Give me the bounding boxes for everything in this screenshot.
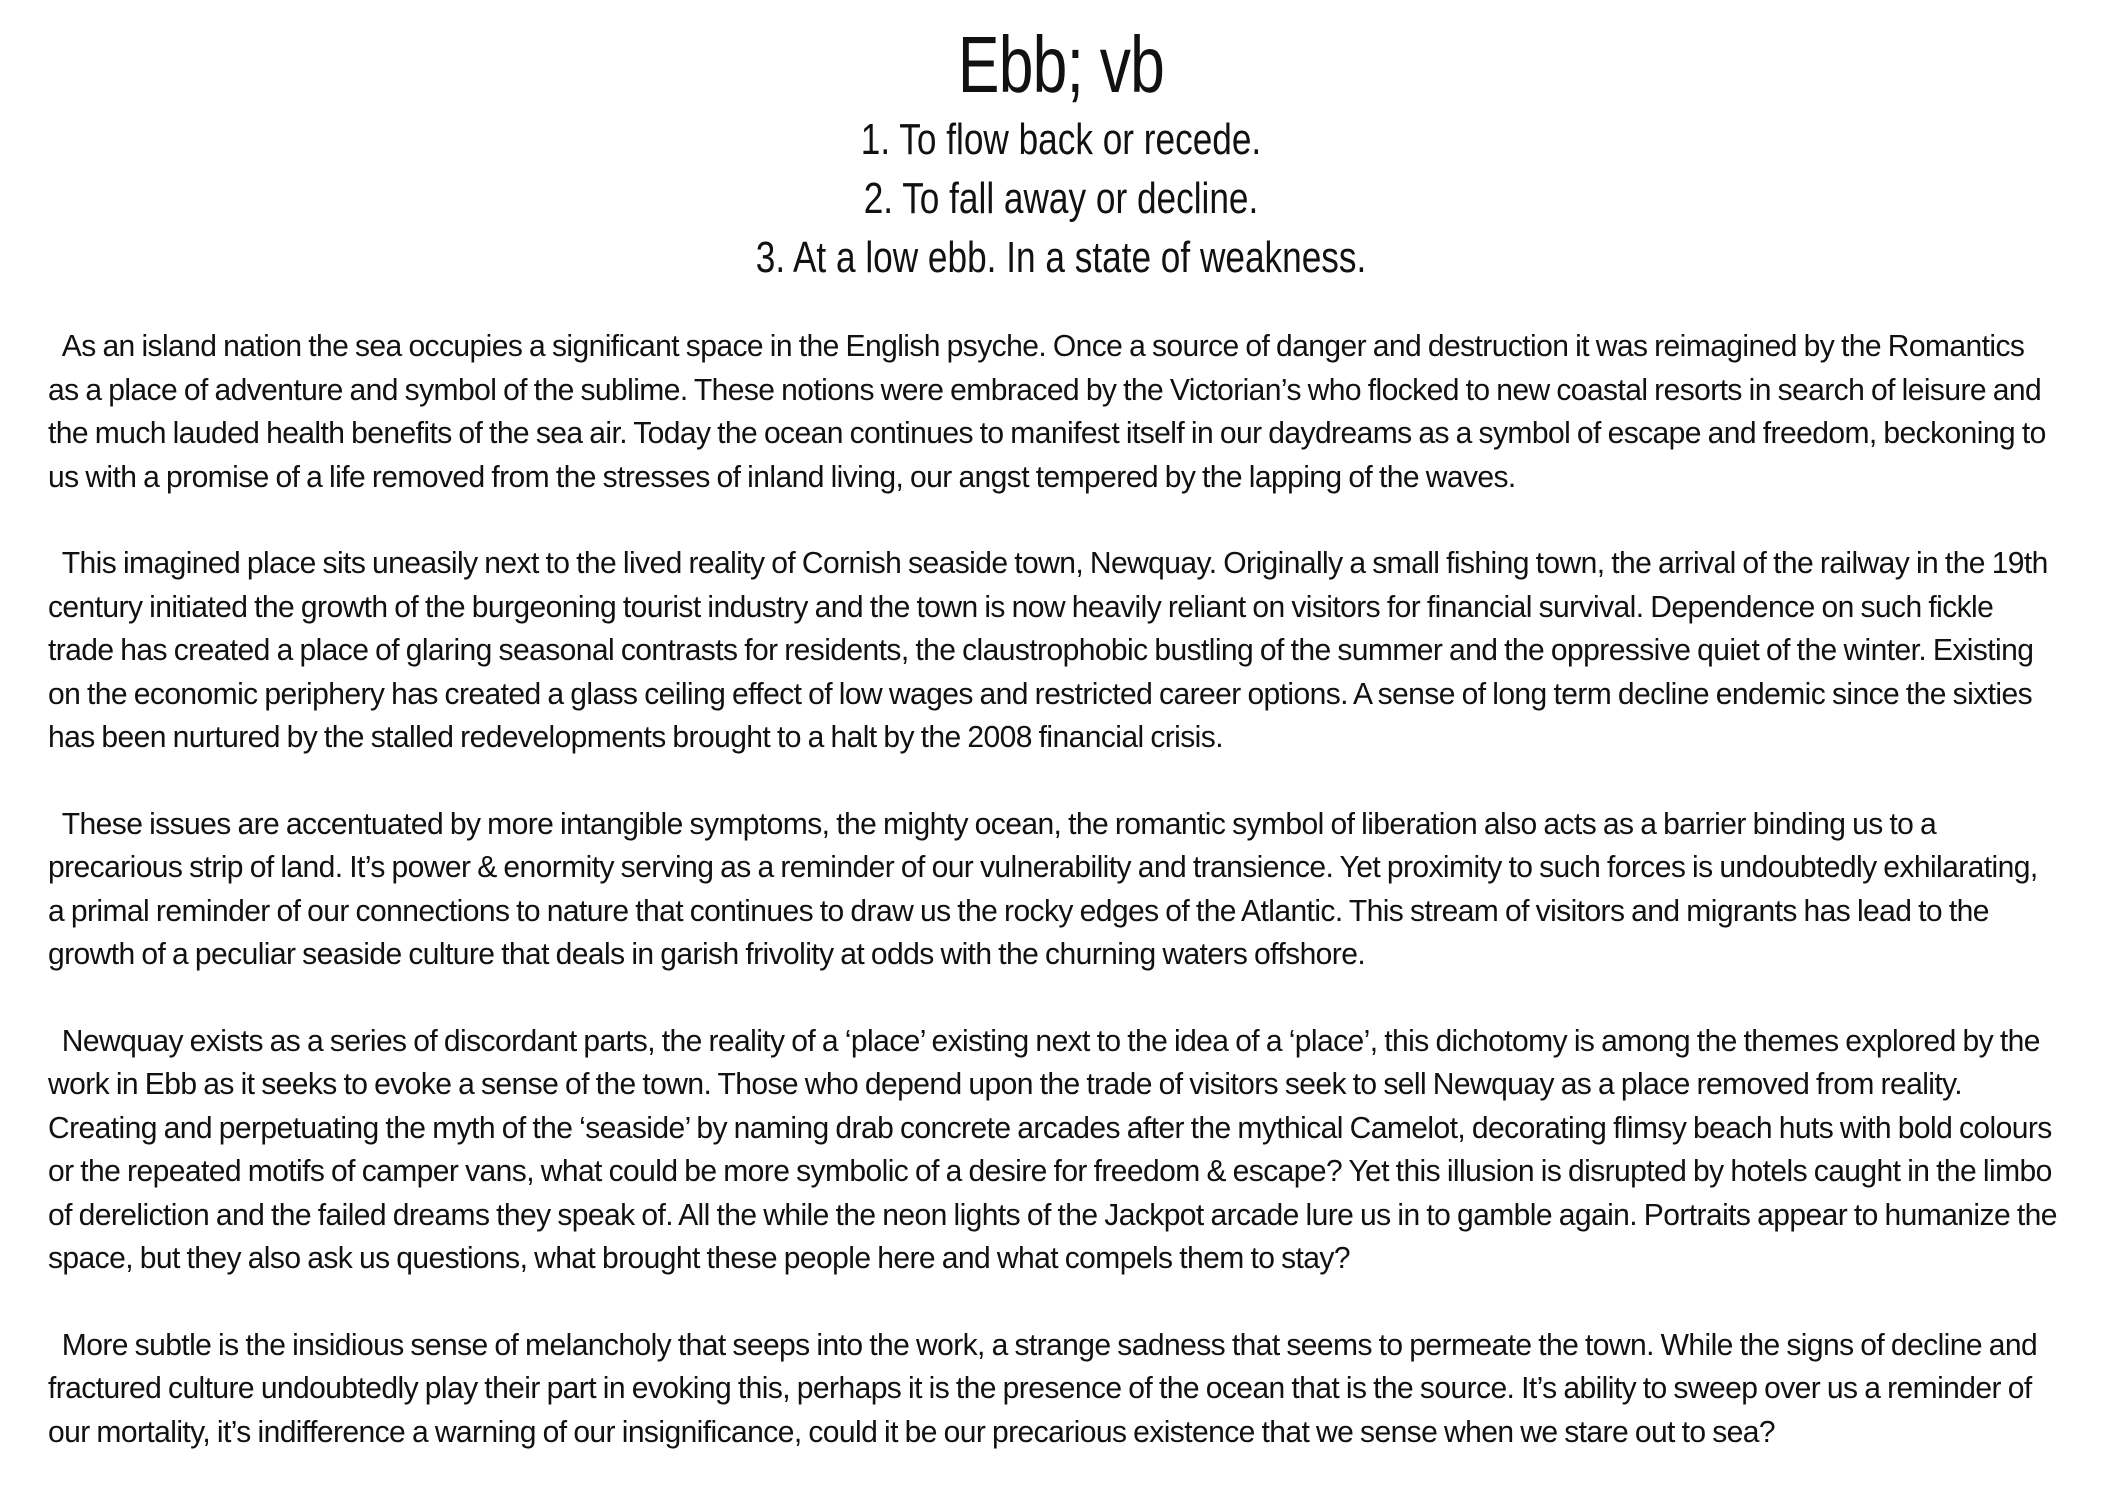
paragraph-3: These issues are accentuated by more intangible symptoms, the mighty ocean, the romantic symbol of liberation also acts as a barrier binding us to a precarious strip of land. It’s power & enormity serving as a reminder of our vulnerability and transience. Yet proximity to such forces is undoubtedly exhilarating, a primal reminder of our connections to nature that continues to draw us the rocky edges of the Atlantic. This stream of visitors and migrants has lead to the growth of a peculiar seaside culture that deals in garish frivolity at odds with the churning waters offshore. xyxy=(48,806,2038,971)
body-text xyxy=(48,325,2088,1497)
paragraph-4: Newquay exists as a series of discordant parts, the reality of a ‘place’ existing next to the idea of a ‘place’, this dichotomy is among the themes explored by the work in Ebb as it seeks to evoke a sense of the town. Those who depend upon the trade of visitors seek to sell Newquay as a place removed from reality. Creating and perpetuating the myth of the ‘seaside’ by naming drab concrete arcades after the mythical Camelot, decorating flimsy beach huts with bold colours or the repeated motifs of camper vans, what could be more symbolic of a desire for freedom & escape? Yet this illusion is disrupted by hotels caught in the limbo of dereliction and the failed dreams they speak of. All the while the neon lights of the Jackpot arcade lure us in to gamble again. Portraits appear to humanize the space, but they also ask us questions, what brought these people here and what compels them to stay? xyxy=(48,1023,2057,1275)
paragraph-1: As an island nation the sea occupies a significant space in the English psyche. Once a source of danger and destruction it was reimagined by the Romantics as a place of adventure and symbol of the sublime. These notions were embraced by the Victorian’s who flocked to new coastal resorts in search of leisure and the much lauded health benefits of the sea air. Today the ocean continues to manifest itself in our daydreams as a symbol of escape and freedom, beckoning to us with a promise of a life removed from the stresses of inland living, our angst tempered by the lapping of the waves. xyxy=(48,329,2046,494)
definition-item-1: 1. To flow back or recede. xyxy=(860,115,1262,164)
definition-item-2: 2. To fall away or decline. xyxy=(863,174,1259,223)
definition-list xyxy=(0,110,2122,287)
definition-item-3: 3. At a low ebb. In a state of weakness. xyxy=(755,233,1367,282)
page-title: Ebb; vb xyxy=(957,20,1165,109)
paragraph-5: More subtle is the insidious sense of melancholy that seeps into the work, a strange sadness that seems to permeate the town. While the signs of decline and fractured culture undoubtedly play their part in evoking this, perhaps it is the presence of the ocean that is the source. It’s ability to sweep over us a reminder of our mortality, it’s indifference a warning of our insignificance, could it be our precarious existence that we sense when we stare out to sea? xyxy=(48,1327,2038,1449)
header xyxy=(0,22,2122,287)
paragraph-2: This imagined place sits uneasily next to the lived reality of Cornish seaside town, Newquay. Originally a small fishing town, the arrival of the railway in the 19th century initiated the growth of the burgeoning tourist industry and the town is now heavily reliant on visitors for financial survival. Dependence on such fickle trade has created a place of glaring seasonal contrasts for residents, the claustrophobic bustling of the summer and the oppressive quiet of the winter. Existing on the economic periphery has created a glass ceiling effect of low wages and restricted career options. A sense of long term decline endemic since the sixties has been nurtured by the stalled redevelopments brought to a halt by the 2008 financial crisis. xyxy=(48,546,2048,754)
